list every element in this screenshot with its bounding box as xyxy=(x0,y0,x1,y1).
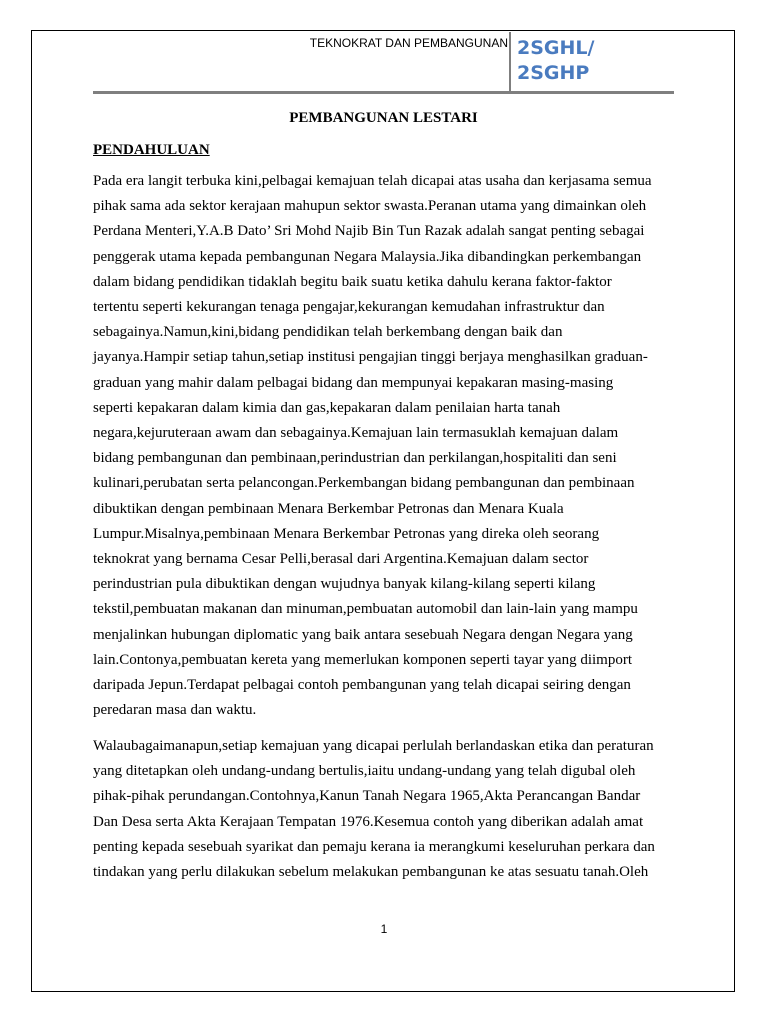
paragraph-line: perindustrian pula dibuktikan dengan wujudnya banyak kilang-kilang seperti kilang xyxy=(93,576,596,593)
paragraph-line: seperti kepakaran dalam kimia dan gas,kepakaran dalam penilaian harta tanah xyxy=(93,399,561,416)
paragraph-line: teknokrat yang bernama Cesar Pelli,berasal dari Argentina.Kemajuan dalam sector xyxy=(93,551,589,568)
paragraph xyxy=(93,169,674,723)
paragraph-line: Walaubagaimanapun,setiap kemajuan yang dicapai perlulah berlandaskan etika dan peraturan xyxy=(93,738,654,754)
paragraph-line: jayanya.Hampir setiap tahun,setiap institusi pengajian tinggi berjaya menghasilkan graduan- xyxy=(93,349,648,366)
paragraph-line: tindakan yang perlu dilakukan sebelum melakukan pembangunan ke atas sesuatu tanah.Oleh xyxy=(93,864,649,881)
paragraph-line: negara,kejuruteraan awam dan sebagainya.Kemajuan lain termasuklah kemajuan dalam xyxy=(93,425,619,442)
paragraph-line: pihak sama ada sektor kerajaan mahupun sektor swasta.Peranan utama yang dimainkan oleh xyxy=(93,198,647,215)
section-heading: PENDAHULUAN xyxy=(93,142,210,158)
paragraph-line: penggerak utama kepada pembangunan Negara Malaysia.Jika dibandingkan perkembangan xyxy=(93,248,642,265)
paragraph-line: menjalinkan hubungan diplomatic yang baik antara sesebuah Negara dengan Negara yang xyxy=(93,626,633,643)
paragraph-line: daripada Jepun.Terdapat pelbagai contoh pembangunan yang telah dicapai seiring dengan xyxy=(93,677,631,694)
paragraph-line: dalam bidang pendidikan tidaklah begitu baik suatu ketika dahulu kerana faktor-faktor xyxy=(93,273,612,290)
paragraph-line: tertentu seperti kekurangan tenaga pengajar,kekurangan kemudahan infrastruktur dan xyxy=(93,299,605,316)
header-code-line-1: 2SGHL/ xyxy=(517,37,595,59)
paragraph-line: yang ditetapkan oleh undang-undang bertulis,iaitu undang-undang yang telah digubal oleh xyxy=(93,763,636,780)
header-subject-text: TEKNOKRAT DAN PEMBANGUNAN xyxy=(309,36,508,50)
document-title: PEMBANGUNAN LESTARI xyxy=(289,110,478,126)
paragraph-line: Dan Desa serta Akta Kerajaan Tempatan 1976.Kesemua contoh yang diberikan adalah amat xyxy=(93,813,644,830)
page-number: 1 xyxy=(380,922,388,936)
paragraph-line: penting kepada sesebuah syarikat dan pemaju kerana ia merangkumi keseluruhan perkara dan xyxy=(93,838,655,855)
header-rule xyxy=(93,91,674,94)
paragraph-line: Lumpur.Misalnya,pembinaan Menara Berkembar Petronas yang direka oleh seorang xyxy=(93,525,600,542)
paragraph xyxy=(93,734,674,885)
paragraph-line: bidang pembangunan dan pembinaan,perindustrian dan perkilangan,hospitaliti dan seni xyxy=(93,450,617,467)
paragraph-line: sebagainya.Namun,kini,bidang pendidikan telah berkembang dengan baik dan xyxy=(93,324,563,341)
paragraph-line: tekstil,pembuatan makanan dan minuman,pembuatan automobil dan lain-lain yang mampu xyxy=(93,601,638,618)
header-code-line-2: 2SGHP xyxy=(517,62,590,84)
header-divider xyxy=(509,32,511,92)
paragraph-line: kulinari,perubatan serta pelancongan.Perkembangan bidang pembangunan dan pembinaan xyxy=(93,475,635,492)
paragraph-line: peredaran masa dan waktu. xyxy=(93,702,257,719)
paragraph-line: lain.Contonya,pembuatan kereta yang memerlukan komponen seperti tayar yang diimport xyxy=(93,651,633,668)
paragraph-line: Pada era langit terbuka kini,pelbagai kemajuan telah dicapai atas usaha dan kerjasama semua xyxy=(93,173,652,189)
paragraph-line: Perdana Menteri,Y.A.B Dato’ Sri Mohd Najib Bin Tun Razak adalah sangat penting sebagai xyxy=(93,223,645,240)
header-course-code xyxy=(517,36,594,86)
paragraph-line: graduan yang mahir dalam pelbagai bidang dan mempunyai kepakaran masing-masing xyxy=(93,374,614,391)
header-subject xyxy=(300,36,508,92)
paragraph-line: pihak-pihak perundangan.Contohnya,Kanun Tanah Negara 1965,Akta Perancangan Bandar xyxy=(93,788,641,805)
paragraph-line: dibuktikan dengan pembinaan Menara Berkembar Petronas dan Menara Kuala xyxy=(93,500,564,517)
